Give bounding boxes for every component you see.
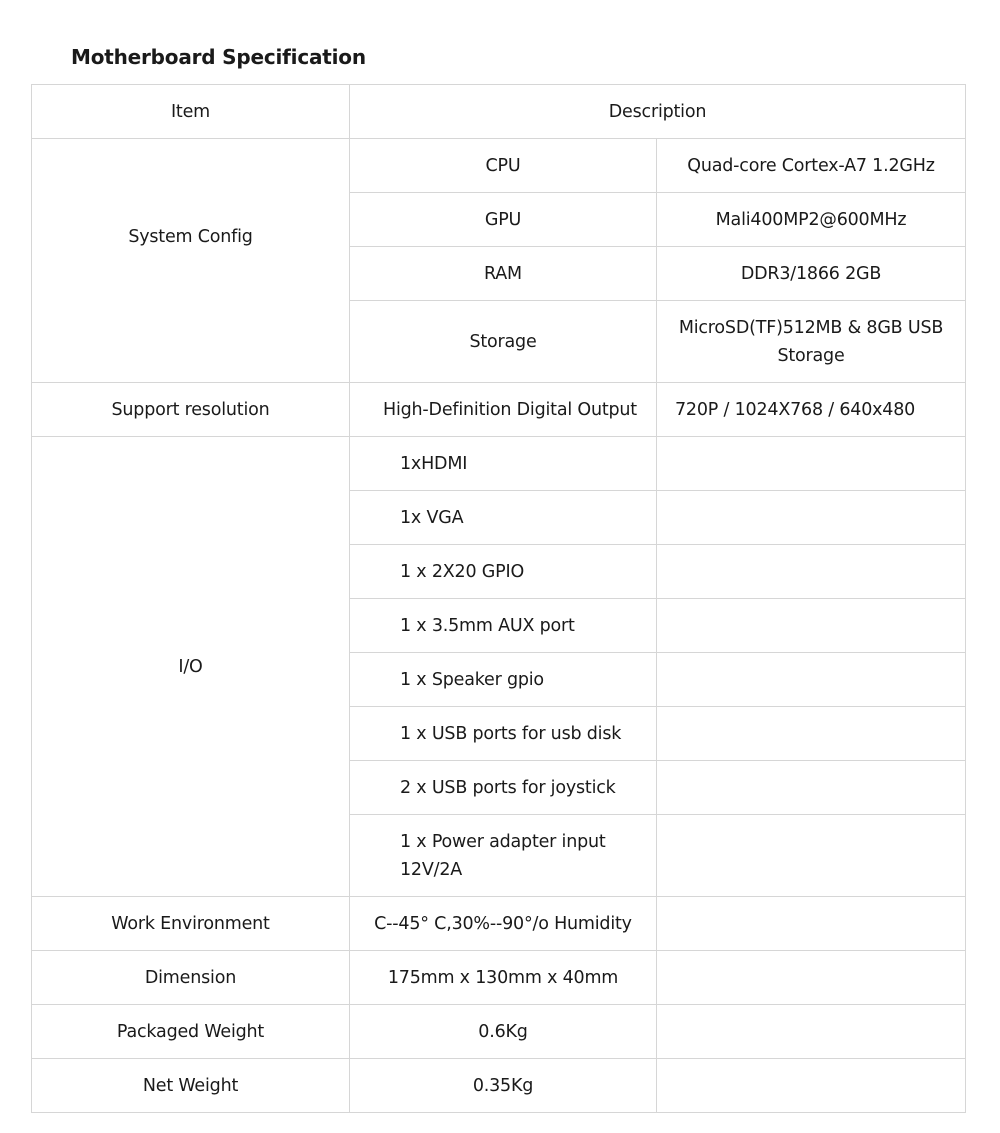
empty-cell <box>657 437 966 491</box>
empty-cell <box>657 545 966 599</box>
net-weight-value: 0.35Kg <box>350 1059 657 1113</box>
empty-cell <box>657 1005 966 1059</box>
spec-table <box>31 84 966 1113</box>
empty-cell <box>657 761 966 815</box>
io-item: 2 x USB ports for joystick <box>350 761 657 815</box>
io-item: 1xHDMI <box>350 437 657 491</box>
io-label: I/O <box>32 437 350 897</box>
io-item: 1 x 3.5mm AUX port <box>350 599 657 653</box>
empty-cell <box>657 815 966 897</box>
packaged-weight-value: 0.6Kg <box>350 1005 657 1059</box>
spec-value: Quad-core Cortex-A7 1.2GHz <box>657 139 966 193</box>
system-config-label: System Config <box>32 139 350 383</box>
empty-cell <box>657 599 966 653</box>
packaged-weight-label: Packaged Weight <box>32 1005 350 1059</box>
header-row <box>32 85 966 139</box>
empty-cell <box>657 1059 966 1113</box>
table-row <box>32 951 966 1005</box>
table-row <box>32 437 966 491</box>
header-description: Description <box>350 85 966 139</box>
table-row <box>32 139 966 193</box>
empty-cell <box>657 951 966 1005</box>
empty-cell <box>657 707 966 761</box>
io-item: 1x VGA <box>350 491 657 545</box>
io-item: 1 x Speaker gpio <box>350 653 657 707</box>
empty-cell <box>657 653 966 707</box>
empty-cell <box>657 897 966 951</box>
spec-key: Storage <box>350 301 657 383</box>
dimension-label: Dimension <box>32 951 350 1005</box>
io-item: 1 x 2X20 GPIO <box>350 545 657 599</box>
page-title: Motherboard Specification <box>71 45 366 69</box>
empty-cell <box>657 491 966 545</box>
io-item: 1 x USB ports for usb disk <box>350 707 657 761</box>
table-row <box>32 1059 966 1113</box>
resolution-key: High-Definition Digital Output <box>350 383 657 437</box>
dimension-value: 175mm x 130mm x 40mm <box>350 951 657 1005</box>
spec-key: GPU <box>350 193 657 247</box>
io-item: 1 x Power adapter input 12V/2A <box>350 815 657 897</box>
net-weight-label: Net Weight <box>32 1059 350 1113</box>
header-item: Item <box>32 85 350 139</box>
resolution-value: 720P / 1024X768 / 640x480 <box>657 383 966 437</box>
table-row <box>32 1005 966 1059</box>
table-row <box>32 897 966 951</box>
work-environment-label: Work Environment <box>32 897 350 951</box>
spec-value: DDR3/1866 2GB <box>657 247 966 301</box>
table-row <box>32 383 966 437</box>
resolution-label: Support resolution <box>32 383 350 437</box>
work-environment-value: C--45° C,30%--90°/o Humidity <box>350 897 657 951</box>
spec-key: RAM <box>350 247 657 301</box>
spec-key: CPU <box>350 139 657 193</box>
spec-value: Mali400MP2@600MHz <box>657 193 966 247</box>
spec-value: MicroSD(TF)512MB & 8GB USB Storage <box>657 301 966 383</box>
